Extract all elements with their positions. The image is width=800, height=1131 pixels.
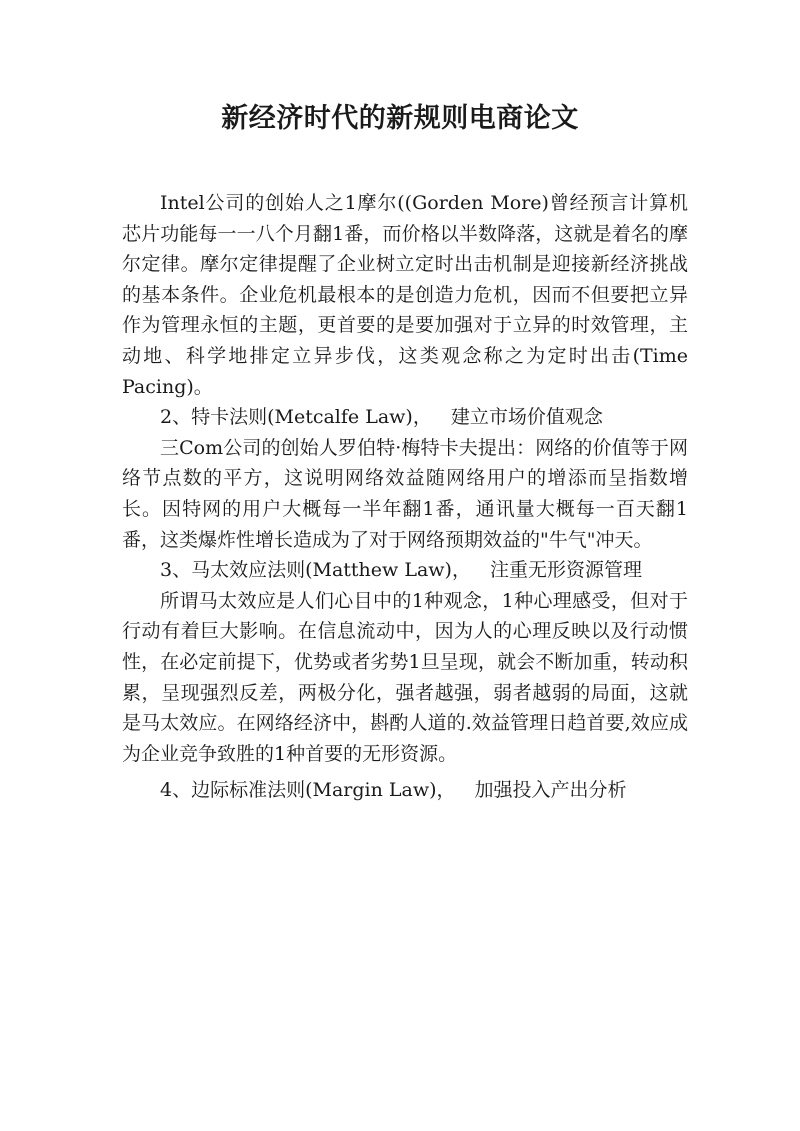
section-heading-metcalfe [122, 402, 688, 433]
section-heading-margin-subtitle: 加强投入产出分析 [474, 779, 627, 802]
paragraph-moore-law: Intel公司的创始人之1摩尔((Gorden More)曾经预言计算机芯片功能每一一八个月翻1番，而价格以半数降落，这就是着名的摩尔定律。摩尔定律提醒了企业树立定时出击机制是迎接新经济挑战的基本条件。企业危机最根本的是创造力危机，因而不但要把立异作为管理永恒的主题，更首要的是要加强对于立异的时效管理，主动地、科学地排定立异步伐，这类观念称之为定时出击(Time Pacing)。 [122, 192, 688, 398]
section-heading-matthew-subtitle: 注重无形资源管理 [489, 559, 642, 582]
section-heading-matthew-title: 3、马太效应法则(Matthew Law)， [160, 559, 471, 582]
document-title: 新经济时代的新规则电商论文 [221, 103, 579, 134]
section-heading-matthew [122, 555, 688, 586]
section-heading-margin-title: 4、边际标准法则(Margin Law)， [160, 779, 456, 802]
paragraph-matthew-law: 所谓马太效应是人们心目中的1种观念，1种心理感受，但对于行动有着巨大影响。在信息流动中，因为人的心理反映以及行动惯性，在必定前提下，优势或者劣势1旦呈现，就会不断加重，转动积累，呈现强烈反差，两极分化，强者越强，弱者越弱的局面，这就是马太效应。在网络经济中，斟酌人道的.效益管理日趋首要,效应成为企业竞争致胜的1种首要的无形资源。 [122, 589, 688, 765]
section-heading-metcalfe-title: 2、特卡法则(Metcalfe Law)， [160, 406, 432, 429]
document-body [122, 188, 688, 806]
section-heading-margin [122, 775, 688, 806]
paragraph-metcalfe-law: 三Com公司的创始人罗伯特·梅特卡夫提出：网络的价值等于网络节点数的平方，这说明网络效益随网络用户的增添而呈指数增长。因特网的用户大概每一半年翻1番，通讯量大概每一百天翻1番，这类爆炸性增长造成为了对于网络预期效益的"牛气"冲天。 [122, 436, 688, 551]
section-heading-metcalfe-subtitle: 建立市场价值观念 [450, 406, 603, 429]
